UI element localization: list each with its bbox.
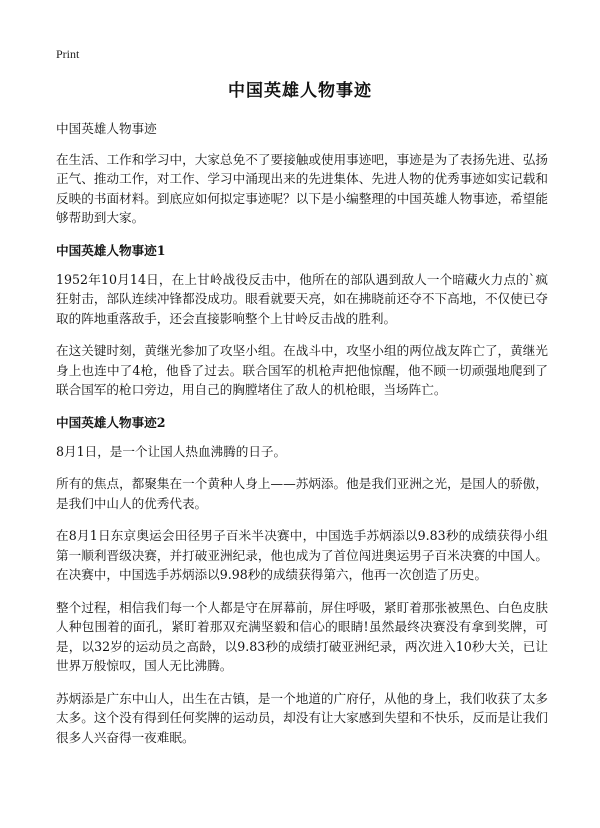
section-1-paragraph-2: 在这关键时刻，黄继光参加了攻坚小组。在战斗中，攻坚小组的两位战友阵亡了，黄继光身上也连中了4枪，他昏了过去。联合国军的机枪声把他惊醒，他不顾一切顽强地爬到了联合国军的枪口旁边，用自己的胸膛堵住了敌人的机枪眼，当场阵亡。 <box>56 343 548 397</box>
print-link[interactable]: Print <box>56 47 80 61</box>
article-body <box>56 119 548 760</box>
section-2-paragraph-5: 苏炳添是广东中山人，出生在古镇，是一个地道的广府仔，从他的身上，我们收获了太多太多。这个没有得到任何奖牌的运动员，却没有让大家感到失望和不快乐，反而是让我们很多人兴奋得一夜难眠。 <box>56 690 548 745</box>
page-title: 中国英雄人物事迹 <box>228 81 372 101</box>
section-2-paragraph-3: 在8月1日东京奥运会田径男子百米半决赛中，中国选手苏炳添以9.83秒的成绩获得小组第一顺利晋级决赛，并打破亚洲纪录，他也成为了首位闯进奥运男子百米决赛的中国人。在决赛中，中国选手苏炳添以9.98秒的成绩获得第六，他再一次创造了历史。 <box>56 528 548 582</box>
intro-paragraph: 在生活、工作和学习中，大家总免不了要接触或使用事迹吧，事迹是为了表扬先进、弘扬正气、推动工作，对工作、学习中涌现出来的先进集体、先进人物的优秀事迹如实记载和反映的书面材料。到底应如何拟定事迹呢？以下是小编整理的中国英雄人物事迹，希望能够帮助到大家。 <box>56 151 548 225</box>
section-1-heading: 中国英雄人物事迹1 <box>56 242 166 258</box>
section-2-heading: 中国英雄人物事迹2 <box>56 414 166 430</box>
section-2-paragraph-4: 整个过程，相信我们每一个人都是守在屏幕前，屏住呼吸，紧盯着那张被黑色、白色皮肤人种包围着的面孔，紧盯着那双充满坚毅和信心的眼睛!虽然最终决赛没有拿到奖牌，可是，以32岁的运动员之高龄，以9.83秒的成绩打破亚洲纪录，两次进入10秒大关，已让世界万般惊叹，国人无比沸腾。 <box>56 599 548 673</box>
section-2-paragraph-1: 8月1日，是一个让国人热血沸腾的日子。 <box>56 443 287 459</box>
article-subtitle: 中国英雄人物事迹 <box>56 121 157 136</box>
section-2-paragraph-2: 所有的焦点，都聚集在一个黄种人身上——苏炳添。他是我们亚洲之光，是国人的骄傲，是我们中山人的优秀代表。 <box>56 476 548 511</box>
section-1-paragraph-1: 1952年10月14日，在上甘岭战役反击中，他所在的部队遇到敌人一个暗藏火力点的`疯狂射击，部队连续冲锋都没成功。眼看就要天亮，如在拂晓前还夺不下高地，不仅使已夺取的阵地重落敌手，还会直接影响整个上甘岭反击战的胜利。 <box>56 271 548 326</box>
